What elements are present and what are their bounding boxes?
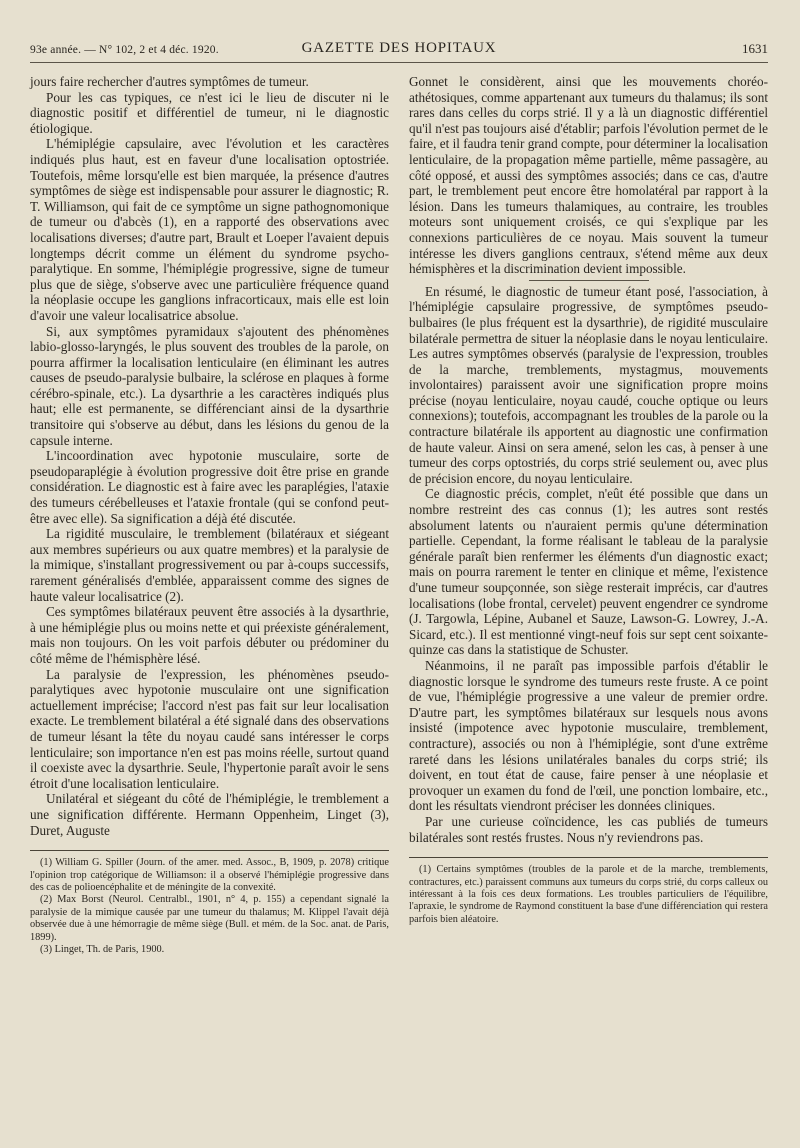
paragraph: jours faire rechercher d'autres symptômes de tumeur. [30,74,309,89]
paragraph: L'hémiplégie capsulaire, avec l'évolution et les caractères indiqués plus haut, est en faveur d'une localisation optostriée. Toutefois, même lorsqu'elle est bien marquée, la présence d'autres symptômes de siège est indispensable pour assurer le diagnostic; R. T. Williamson, qui fait de ce symptôme un signe pathognomonique de tumeur ou d'abcès (1), en a rapporté des observations avec localisations diverses; d'autre part, Brault et Loeper l'avaient depuis longtemps décrit comme un élément du syndrome psycho-paralytique. En somme, l'hémiplégie progressive, signe de tumeur plus que de siège, s'observe avec une particulière fréquence quand la néoplasie occupe les ganglions infracorticaux, mais elle est loin d'avoir une valeur localisatrice absolue. [30,136,389,323]
footnote-divider [409,857,768,858]
right-column [409,74,768,956]
paragraph: La paralysie de l'expression, les phénomènes pseudo-paralytiques avec hypotonie musculaire ont une signification actuellement imprécise; l'accord n'est pas fait sur leur localisation exacte. Le tremblement bilatéral a été signalé dans des observations de tumeur lésant la tête du noyau caudé sans intéresser le corps lenticulaire; son importance n'en est pas moins réelle, surtout quand il coexiste avec la dysarthrie. Seule, l'hypertonie paraît avoir le sens étroit d'une localisation lenticulaire. [30,666,389,791]
paragraph: Si, aux symptômes pyramidaux s'ajoutent des phénomènes labio-glosso-laryngés, le plus souvent des troubles de la parole, on pourra affirmer la localisation lenticulaire (en éliminant les autres causes de pseudo-paralysie bulbaire, la sclérose en plaques à forme cérébro-spinale, etc.). La dysarthrie a les caractères indiqués plus haut; elle est permanente, se différenciant ainsi de la dysarthrie transitoire qui s'observe au début, dans les lésions du genou de la capsule interne. [30,323,389,448]
paragraph: Néanmoins, il ne paraît pas impossible parfois d'établir le diagnostic lorsque le syndrome des tumeurs reste fruste. A ce point de vue, l'hémiplégie progressive a une valeur de premier ordre. D'autre part, les symptômes bilatéraux sur lesquels nous avons insisté (impotence avec hypotonie musculaire, tremblement, contracture), associés ou non à l'hémiplégie, sont d'une extrême rareté dans les lésions unilatérales banales du corps strié; ils doivent, en tout état de cause, faire penser à une néoplasie et provoquer un examen du fond de l'œil, une ponction lombaire, etc., dont les résultats viendront préciser les données cliniques. [409,657,768,814]
left-footnotes [30,857,389,956]
journal-title: GAZETTE DES HOPITAUX [301,40,497,56]
article-body [30,74,768,956]
section-separator [529,280,649,281]
footnote: (2) Max Borst (Neurol. Centralbl., 1901, n° 4, p. 155) a cependant signalé la paralysie de la mimique causée par une tumeur du thalamus; M. Klippel l'avait déjà observée due à une hémorragie de même siège (Bull. et mém. de la Soc. anat. de Paris, 1899). [30,894,389,943]
footnote: (1) William G. Spiller (Journ. of the amer. med. Assoc., B, 1909, p. 2078) critique l'opinion trop catégorique de Williamson: il a observé l'hémiplégie progressive dans des cas de polioencéphalite et de méningite de la convexité. [30,857,389,893]
paragraph: Gonnet le considèrent, ainsi que les mouvements choréo-athétosiques, comme appartenant aux tumeurs du thalamus; ils sont rares dans celles du corps strié. Il y a là un diagnostic différentiel qu'il n'est pas toujours aisé d'établir; parfois l'évolution permet de le faire, et il faudra tenir grand compte, pour déterminer la localisation lenticulaire, de la propagation même partielle, même passagère, au côté opposé, et aussi des symptômes associés; dans ce cas, d'autre part, le tremblement peut encore être homolatéral par rapport à la lésion. Dans les tumeurs thalamiques, au contraire, les troubles moteurs sont uniquement croisés, ce qui s'explique par les connexions particulières de ce noyau. Mais souvent la tumeur intéresse les divers ganglions centraux, s'étend même aux deux hémisphères et la discrimination devient impossible. [409,74,768,277]
paragraph: L'incoordination avec hypotonie musculaire, sorte de pseudoparaplégie à évolution progressive doit être prise en grande considération. Le diagnostic est à faire avec les paraplégies, l'ataxie des tumeurs cérébelleuses et l'ataxie frontale (qui se confond peut-être avec elle). Sa signification a déjà été discutée. [30,448,389,526]
paragraph: Unilatéral et siégeant du côté de l'hémiplégie, le tremblement a une signification différente. Hermann Oppenheim, Linget (3), Duret, Auguste [30,791,389,838]
paragraph: Ces symptômes bilatéraux peuvent être associés à la dysarthrie, à une hémiplégie plus ou moins nette et qui préexiste généralement, mais non toujours. On les voit parfois débuter ou prédominer du côté même de l'hémisphère lésé. [30,604,389,666]
paragraph: Pour les cas typiques, ce n'est ici le lieu de discuter ni le diagnostic positif et différentiel de tumeur, ni le diagnostic étiologique. [30,89,389,136]
left-column [30,74,389,956]
paragraph: Par une curieuse coïncidence, les cas publiés de tumeurs bilatérales sont restés frustes. Nous n'y reviendrons pas. [409,813,768,845]
footnote-divider [30,850,389,851]
paragraph: La rigidité musculaire, le tremblement (bilatéraux et siégeant aux membres supérieurs ou aux quatre membres) et la paralysie de la mimique, s'installant progressivement ou par à-coups successifs, rarement généralisés d'emblée, apparaissent comme des signes de haute valeur localisatrice (2). [30,526,389,604]
issue-info: 93e année. — N° 102, 2 et 4 déc. 1920. [30,44,219,56]
page-header [30,40,768,63]
page-number: 1631 [742,41,768,56]
right-footnotes [409,864,768,926]
footnote: (1) Certains symptômes (troubles de la parole et de la marche, tremblements, contractures, etc.) paraissent communs aux tumeurs du corps strié, du corps calleux ou intéressant à la fois ces deux formations. Les troubles particuliers de l'équilibre, l'apraxie, le syndrome de Raymond constituent la base d'une différenciation qui restera parfois bien aléatoire. [409,864,768,925]
paragraph: Ce diagnostic précis, complet, n'eût été possible que dans un nombre restreint des cas connus (1); les autres sont restés absolument latents ou n'auraient permis qu'une détermination partielle. Cependant, la forme réalisant le tableau de la paralysie générale paraît bien renfermer les éléments d'un diagnostic exact; mais on pourra rarement le tenter en clinique et même, l'existence d'une tumeur soupçonnée, son siège resterait imprécis, car d'autres localisations (lobe frontal, cervelet) peuvent engendrer ce syndrome (J. Targowla, Lépine, Aubanel et Sauze, Lawson-G. Lowrey, J.-A. Sicard, etc.). Il est mentionné vingt-neuf fois sur sept cent soixante-quinze cas dans la statistique de Schuster. [409,486,768,658]
paragraph: En résumé, le diagnostic de tumeur étant posé, l'association, à l'hémiplégie capsulaire progressive, de symptômes pseudo-bulbaires (le plus fréquent est la dysarthrie), de rigidité musculaire bilatérale permettra de situer la néoplasie dans le noyau lenticulaire. Les autres symptômes observés (paralysie de l'expression, troubles de la marche, tremblements, mystagmus, mouvements involontaires) paraissent avoir une signification propre moins précise (noyau lenticulaire, noyau caudé, couche optique ou leurs connexions); toutefois, accompagnant les troubles de la parole ou la contracture bilatérale ils apportent au diagnostic une confirmation de haute valeur. Ainsi on sera amené, selon les cas, à penser à une tumeur des corps optostriés, du corps strié seulement ou, avec plus de précision encore, du noyau lenticulaire. [409,283,768,486]
footnote: (3) Linget, Th. de Paris, 1900. [40,943,165,955]
